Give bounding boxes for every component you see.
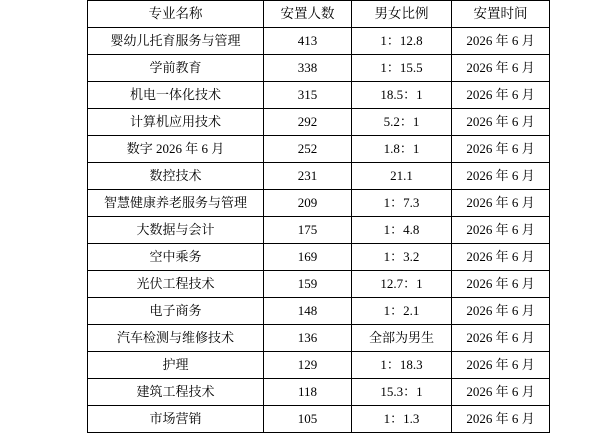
cell-ratio: 12.7：1	[352, 271, 452, 298]
cell-major: 婴幼儿托育服务与管理	[88, 28, 264, 55]
cell-count: 159	[264, 271, 352, 298]
table-row	[88, 406, 550, 433]
table-row	[88, 190, 550, 217]
cell-major: 电子商务	[88, 298, 264, 325]
cell-time: 2026 年 6 月	[452, 298, 550, 325]
cell-major: 数字 2026 年 6 月	[88, 136, 264, 163]
cell-time: 2026 年 6 月	[452, 55, 550, 82]
header-cell-time: 安置时间	[452, 1, 550, 28]
cell-time: 2026 年 6 月	[452, 271, 550, 298]
cell-count: 338	[264, 55, 352, 82]
cell-time: 2026 年 6 月	[452, 109, 550, 136]
cell-count: 169	[264, 244, 352, 271]
cell-time: 2026 年 6 月	[452, 379, 550, 406]
cell-time: 2026 年 6 月	[452, 217, 550, 244]
cell-ratio: 18.5：1	[352, 82, 452, 109]
cell-ratio: 5.2：1	[352, 109, 452, 136]
cell-ratio: 全部为男生	[352, 325, 452, 352]
cell-ratio: 1：7.3	[352, 190, 452, 217]
cell-count: 231	[264, 163, 352, 190]
table-header-row	[88, 1, 550, 28]
cell-time: 2026 年 6 月	[452, 244, 550, 271]
cell-count: 148	[264, 298, 352, 325]
cell-count: 105	[264, 406, 352, 433]
cell-ratio: 1：2.1	[352, 298, 452, 325]
cell-ratio: 1.8：1	[352, 136, 452, 163]
table-row	[88, 55, 550, 82]
cell-ratio: 1：3.2	[352, 244, 452, 271]
table-row	[88, 82, 550, 109]
cell-count: 209	[264, 190, 352, 217]
cell-time: 2026 年 6 月	[452, 82, 550, 109]
cell-time: 2026 年 6 月	[452, 190, 550, 217]
cell-count: 292	[264, 109, 352, 136]
cell-time: 2026 年 6 月	[452, 136, 550, 163]
table-body	[88, 1, 550, 433]
cell-count: 252	[264, 136, 352, 163]
header-cell-count: 安置人数	[264, 1, 352, 28]
table-row	[88, 298, 550, 325]
table-row	[88, 271, 550, 298]
cell-major: 市场营销	[88, 406, 264, 433]
cell-major: 大数据与会计	[88, 217, 264, 244]
header-cell-major: 专业名称	[88, 1, 264, 28]
cell-ratio: 15.3：1	[352, 379, 452, 406]
cell-major: 机电一体化技术	[88, 82, 264, 109]
table-row	[88, 325, 550, 352]
cell-ratio: 1：12.8	[352, 28, 452, 55]
table-row	[88, 136, 550, 163]
cell-major: 学前教育	[88, 55, 264, 82]
cell-count: 136	[264, 325, 352, 352]
cell-count: 413	[264, 28, 352, 55]
table-row	[88, 28, 550, 55]
cell-ratio: 1：1.3	[352, 406, 452, 433]
placement-table	[87, 0, 550, 433]
cell-major: 智慧健康养老服务与管理	[88, 190, 264, 217]
table-row	[88, 379, 550, 406]
cell-major: 空中乘务	[88, 244, 264, 271]
cell-time: 2026 年 6 月	[452, 28, 550, 55]
cell-time: 2026 年 6 月	[452, 406, 550, 433]
cell-ratio: 1：15.5	[352, 55, 452, 82]
cell-ratio: 1：4.8	[352, 217, 452, 244]
table-row	[88, 163, 550, 190]
table-row	[88, 244, 550, 271]
cell-major: 光伏工程技术	[88, 271, 264, 298]
table-row	[88, 352, 550, 379]
table-row	[88, 217, 550, 244]
cell-time: 2026 年 6 月	[452, 352, 550, 379]
cell-time: 2026 年 6 月	[452, 163, 550, 190]
cell-ratio: 1：18.3	[352, 352, 452, 379]
cell-count: 175	[264, 217, 352, 244]
cell-ratio: 21.1	[352, 163, 452, 190]
cell-major: 汽车检测与维修技术	[88, 325, 264, 352]
cell-count: 118	[264, 379, 352, 406]
cell-major: 建筑工程技术	[88, 379, 264, 406]
cell-count: 315	[264, 82, 352, 109]
header-cell-ratio: 男女比例	[352, 1, 452, 28]
cell-major: 护理	[88, 352, 264, 379]
cell-time: 2026 年 6 月	[452, 325, 550, 352]
table-row	[88, 109, 550, 136]
cell-major: 计算机应用技术	[88, 109, 264, 136]
cell-count: 129	[264, 352, 352, 379]
cell-major: 数控技术	[88, 163, 264, 190]
